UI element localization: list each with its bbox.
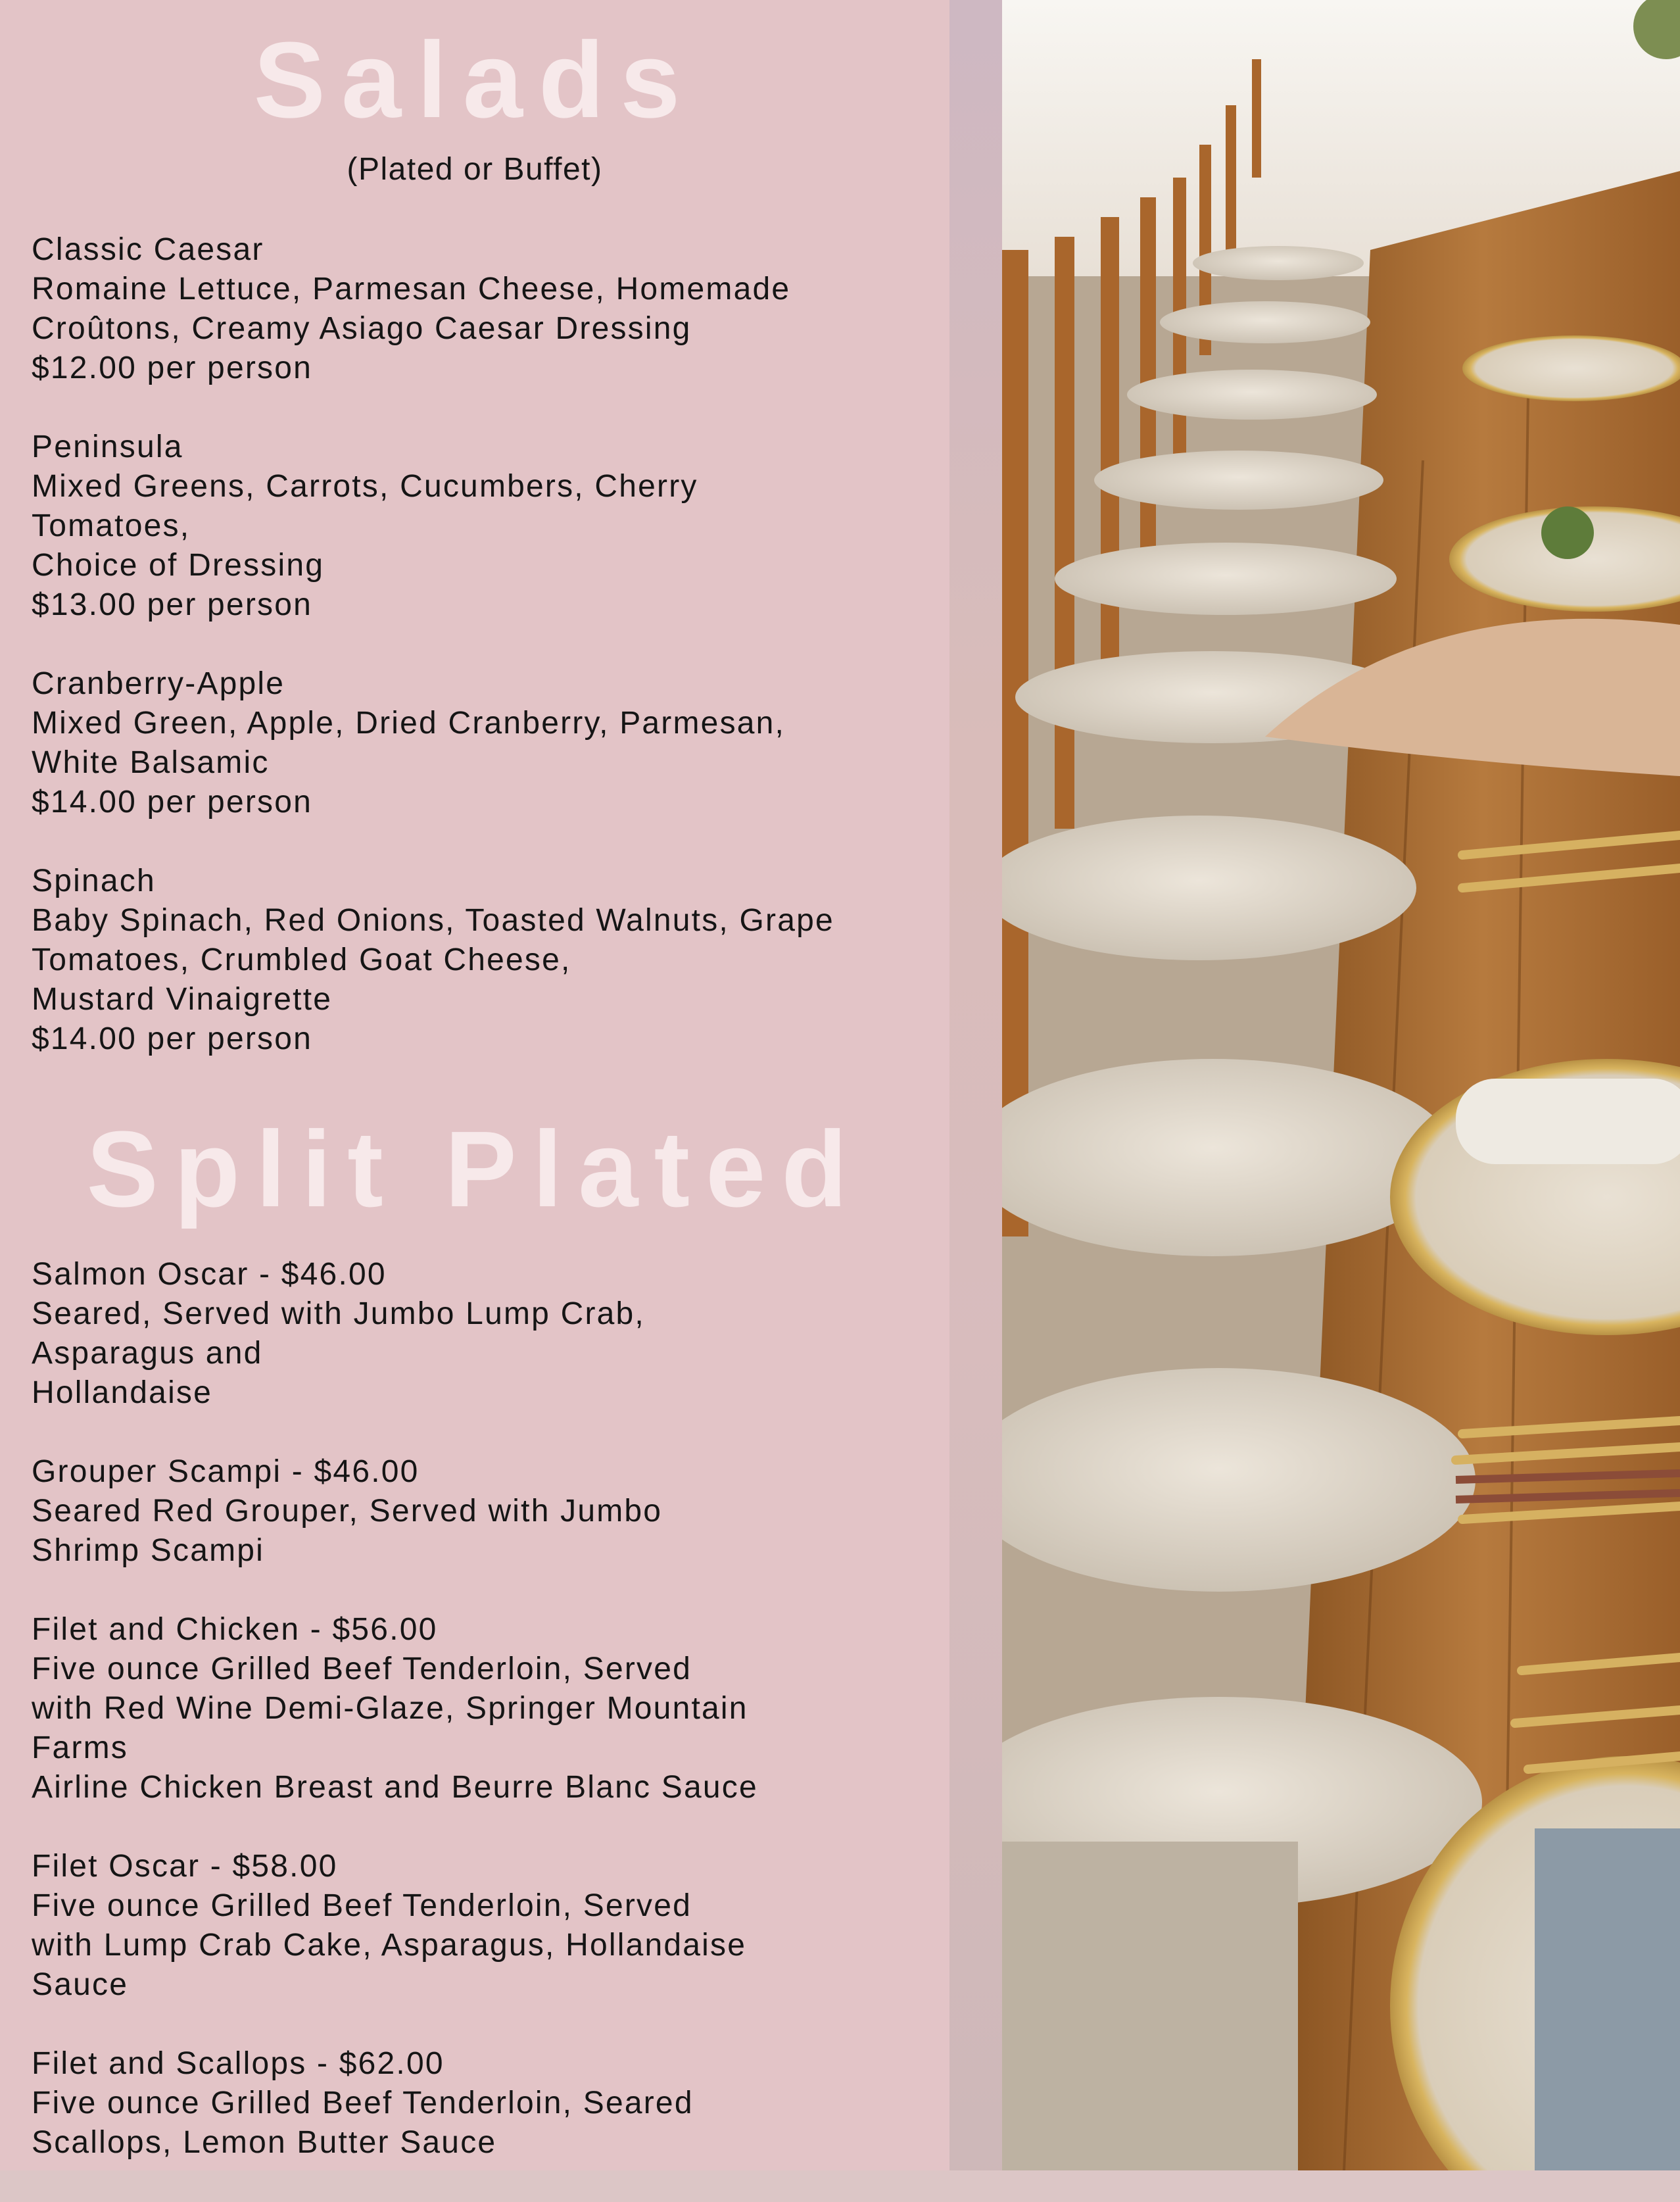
split-plated-item-text: with Lump Crab Cake, Asparagus, Hollandaise	[32, 1928, 747, 1963]
salad-item	[32, 230, 946, 388]
salad-item-text: Mustard Vinaigrette	[32, 982, 333, 1017]
split-plated-item-text: Shrimp Scampi	[32, 1533, 265, 1568]
salad-item-title: Spinach	[32, 864, 156, 898]
split-plated-item-text: Seared Red Grouper, Served with Jumbo	[32, 1494, 663, 1529]
split-plated-heading: Split Plated	[86, 1109, 863, 1229]
split-plated-list	[32, 1255, 946, 2202]
salads-heading: Salads	[253, 20, 696, 140]
salads-subtitle: (Plated or Buffet)	[347, 152, 603, 187]
split-plated-item-text: Five ounce Grilled Beef Tenderloin, Served	[32, 1652, 692, 1686]
salad-item-text: Mixed Green, Apple, Dried Cranberry, Parmesan,	[32, 706, 786, 741]
banquet-table-photo	[1002, 0, 1680, 2170]
salad-item-text: $12.00 per person	[32, 351, 313, 385]
split-plated-item-title: Grouper Scampi - $46.00	[32, 1454, 420, 1489]
salad-item-title: Cranberry-Apple	[32, 666, 285, 701]
salad-item-text: $13.00 per person	[32, 587, 313, 622]
split-plated-item-text: Asparagus and	[32, 1336, 263, 1371]
split-plated-item	[32, 1452, 946, 1571]
split-plated-item-text: Scallops, Lemon Butter Sauce	[32, 2125, 497, 2160]
salad-item-text: White Balsamic	[32, 745, 270, 780]
split-plated-item-title: Salmon Oscar - $46.00	[32, 1257, 387, 1292]
salad-item-text: Mixed Greens, Carrots, Cucumbers, Cherry	[32, 469, 698, 504]
salad-item-title: Classic Caesar	[32, 232, 264, 267]
banquet-table-photo-icon	[1002, 0, 1680, 2170]
split-plated-item	[32, 1610, 946, 1807]
split-plated-item	[32, 1255, 946, 1413]
split-plated-item-text: Five ounce Grilled Beef Tenderloin, Seared	[32, 2086, 694, 2120]
salad-item-text: Baby Spinach, Red Onions, Toasted Walnuts, Grape	[32, 903, 834, 938]
split-plated-item	[32, 1847, 946, 2005]
salad-item-text: Choice of Dressing	[32, 548, 325, 583]
faded-divider-strip	[949, 0, 1002, 2170]
salad-item-title: Peninsula	[32, 429, 183, 464]
salad-item-text: Croûtons, Creamy Asiago Caesar Dressing	[32, 311, 692, 346]
split-plated-item-text: Five ounce Grilled Beef Tenderloin, Served	[32, 1888, 692, 1923]
salad-item-text: $14.00 per person	[32, 1021, 313, 1056]
salad-item-text: Romaine Lettuce, Parmesan Cheese, Homemade	[32, 272, 791, 306]
salad-item-text: Tomatoes,	[32, 508, 191, 543]
split-plated-item-text: Farms	[32, 1730, 128, 1765]
salad-item-text: $14.00 per person	[32, 785, 313, 820]
split-plated-item-text: Hollandaise	[32, 1375, 213, 1410]
split-plated-item-text: Sauce	[32, 1967, 129, 2002]
salad-item-text: Tomatoes, Crumbled Goat Cheese,	[32, 942, 571, 977]
salad-item	[32, 428, 946, 625]
split-plated-item-text: Airline Chicken Breast and Beurre Blanc Sauce	[32, 1770, 758, 1805]
split-plated-item-title: Filet and Scallops - $62.00	[32, 2046, 444, 2081]
split-plated-item-title: Filet Oscar - $58.00	[32, 1849, 338, 1884]
split-plated-item-title: Filet and Chicken - $56.00	[32, 1612, 438, 1647]
split-plated-item-text: Seared, Served with Jumbo Lump Crab,	[32, 1296, 645, 1331]
split-plated-item	[32, 2044, 946, 2163]
salad-item	[32, 862, 946, 1059]
salads-list	[32, 230, 946, 1098]
split-plated-item-text: with Red Wine Demi-Glaze, Springer Mountain	[32, 1691, 748, 1726]
salad-item	[32, 664, 946, 822]
